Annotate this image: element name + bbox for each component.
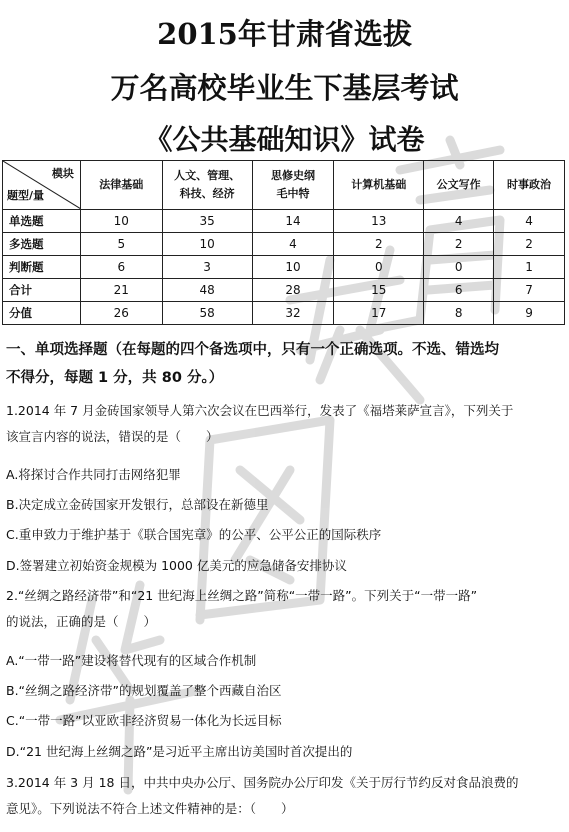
- table-cell: 32: [252, 302, 334, 325]
- table-cell: 3: [162, 256, 252, 279]
- question-1-option-c: C.重申致力于维护基于《联合国宪章》的公平、公平公正的国际秩序: [6, 527, 382, 542]
- question-stem-line: 该宣言内容的说法，错误的是（ ）: [6, 429, 219, 444]
- table-cell: 4: [494, 210, 565, 233]
- row-label: 分值: [3, 302, 81, 325]
- table-cell: 17: [334, 302, 424, 325]
- question-1-option-a: A.将探讨合作共同打击网络犯罪: [6, 467, 181, 482]
- table-cell: 10: [80, 210, 162, 233]
- row-label: 合计: [3, 279, 81, 302]
- table-cell: 35: [162, 210, 252, 233]
- section-heading-line: 不得分，每题 1 分，共 80 分。）: [6, 370, 224, 386]
- table-cell: 2: [494, 233, 565, 256]
- question-2-option-b: B.“丝绸之路经济带”的规划覆盖了整个西藏自治区: [6, 683, 282, 698]
- table-cell: 4: [252, 233, 334, 256]
- question-2-stem: [6, 583, 562, 635]
- corner-label-top: 模块: [51, 167, 74, 180]
- column-header: 公文写作: [424, 161, 494, 210]
- table-cell: 5: [80, 233, 162, 256]
- table-row: [3, 210, 565, 233]
- table-corner-cell: [3, 161, 81, 210]
- table-row: [3, 256, 565, 279]
- question-2-option-c: C.“一带一路”以亚欧非经济贸易一体化为长远目标: [6, 713, 282, 728]
- table-cell: 58: [162, 302, 252, 325]
- table-cell: 7: [494, 279, 565, 302]
- table-cell: 0: [424, 256, 494, 279]
- table-cell: 15: [334, 279, 424, 302]
- title-line-3: 《公共基础知识》试卷: [144, 123, 425, 156]
- question-stem-line: 的说法，正确的是（ ）: [6, 614, 157, 629]
- table-cell: 48: [162, 279, 252, 302]
- table-cell: 10: [252, 256, 334, 279]
- question-stem-line: 1.2014 年 7 月金砖国家领导人第六次会议在巴西举行，发表了《福塔莱萨宣言》，下列关于: [6, 403, 514, 418]
- table-cell: 6: [80, 256, 162, 279]
- question-1-option-b: B.决定成立金砖国家开发银行，总部设在新德里: [6, 497, 269, 512]
- table-cell: 2: [424, 233, 494, 256]
- title-line-1: 2015年甘肃省选拔: [157, 17, 412, 51]
- table-cell: 10: [162, 233, 252, 256]
- row-label: 多选题: [3, 233, 81, 256]
- title-line-2: 万名高校毕业生下基层考试: [110, 71, 459, 105]
- table-cell: 0: [334, 256, 424, 279]
- table-header-row: [3, 161, 565, 210]
- section-heading-line: 一、单项选择题（在每题的四个备选项中，只有一个正确选项。不选、错选均: [6, 342, 499, 358]
- question-1-stem: [6, 398, 562, 450]
- corner-label-bottom: 题型/量: [7, 189, 45, 202]
- column-header: 计算机基础: [334, 161, 424, 210]
- table-cell: 28: [252, 279, 334, 302]
- section-heading: [6, 336, 562, 392]
- table-cell: 4: [424, 210, 494, 233]
- question-stem-line: 意见》。下列说法不符合上述文件精神的是：（ ）: [6, 801, 294, 816]
- table-row: [3, 279, 565, 302]
- table-cell: 8: [424, 302, 494, 325]
- table-cell: 1: [494, 256, 565, 279]
- table-cell: 9: [494, 302, 565, 325]
- question-2-option-a: A.“一带一路”建设将替代现有的区域合作机制: [6, 653, 257, 668]
- row-label: 单选题: [3, 210, 81, 233]
- exam-structure-table: [2, 160, 565, 325]
- table-cell: 21: [80, 279, 162, 302]
- table-cell: 26: [80, 302, 162, 325]
- table-cell: 2: [334, 233, 424, 256]
- column-header: 时事政治: [494, 161, 565, 210]
- column-header: 人文、管理、 科技、经济: [162, 161, 252, 210]
- question-3-stem: [6, 770, 562, 822]
- column-header: 法律基础: [80, 161, 162, 210]
- question-1-option-d: D.签署建立初始资金规模为 1000 亿美元的应急储备安排协议: [6, 558, 347, 573]
- table-row: [3, 233, 565, 256]
- question-stem-line: 2.“丝绸之路经济带”和“21 世纪海上丝绸之路”简称“一带一路”。下列关于“一带一路”: [6, 588, 478, 603]
- column-header: 思修史纲 毛中特: [252, 161, 334, 210]
- question-stem-line: 3.2014 年 3 月 18 日，中共中央办公厅、国务院办公厅印发《关于厉行节约反对食品浪费的: [6, 775, 519, 790]
- table-cell: 6: [424, 279, 494, 302]
- table-cell: 14: [252, 210, 334, 233]
- table-row: [3, 302, 565, 325]
- question-2-option-d: D.“21 世纪海上丝绸之路”是习近平主席出访美国时首次提出的: [6, 744, 353, 759]
- row-label: 判断题: [3, 256, 81, 279]
- table-cell: 13: [334, 210, 424, 233]
